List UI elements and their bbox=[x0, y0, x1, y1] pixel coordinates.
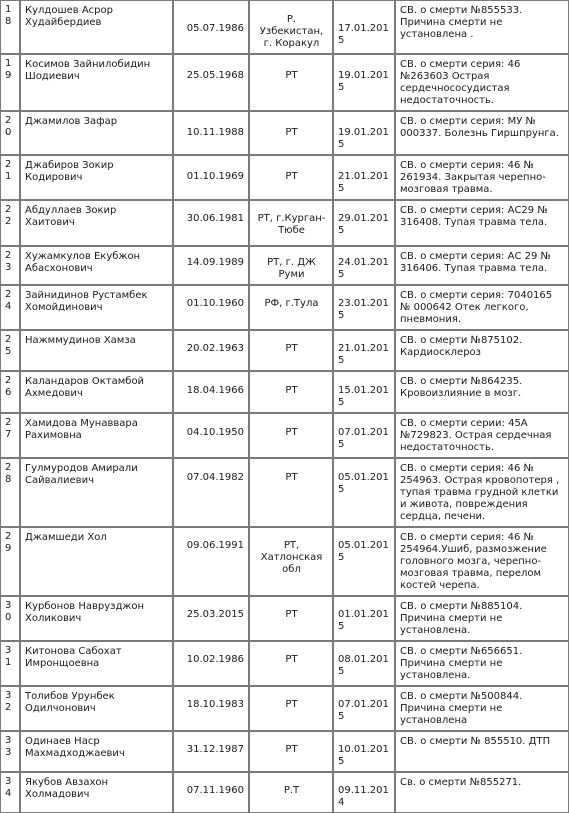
row-number: 24 bbox=[0, 285, 20, 330]
birth-place: РТ, г. ДЖ Руми bbox=[249, 246, 333, 285]
row-number: 29 bbox=[0, 527, 20, 596]
full-name: Джамшеди Хол bbox=[20, 527, 173, 596]
row-number: 25 bbox=[0, 330, 20, 371]
full-name: Хужамкулов Екубжон Абасхонович bbox=[20, 246, 173, 285]
death-cause: СВ. о смерти серия: 46 № 254964.Ушиб, размозжение головного мозга, черепно-мозговая травма, перелом костей черепа. bbox=[395, 527, 569, 596]
death-date: 08.01.2015 bbox=[333, 641, 395, 686]
row-number: 20 bbox=[0, 111, 20, 155]
death-cause: СВ. о смерти №885104. Причина смерти не установлена. bbox=[395, 596, 569, 641]
death-date: 24.01.2015 bbox=[333, 246, 395, 285]
death-cause: СВ. о смерти №864235. Кровоизлияние в мозг. bbox=[395, 371, 569, 413]
birth-date: 09.06.1991 bbox=[173, 527, 249, 596]
full-name: Одинаев Наср Махмадходжаевич bbox=[20, 731, 173, 772]
table-row bbox=[0, 413, 569, 458]
birth-date: 30.06.1981 bbox=[173, 200, 249, 246]
death-date: 21.01.2015 bbox=[333, 330, 395, 371]
row-number: 26 bbox=[0, 371, 20, 413]
full-name: Косимов Зайнилобидин Шодиевич bbox=[20, 54, 173, 111]
death-date: 15.01.2015 bbox=[333, 371, 395, 413]
row-number: 31 bbox=[0, 641, 20, 686]
birth-place: РТ bbox=[249, 330, 333, 371]
row-number: 22 bbox=[0, 200, 20, 246]
birth-date: 04.10.1950 bbox=[173, 413, 249, 458]
table-row bbox=[0, 330, 569, 371]
table-row bbox=[0, 527, 569, 596]
birth-place: РТ bbox=[249, 596, 333, 641]
death-date: 23.01.2015 bbox=[333, 285, 395, 330]
birth-place: Р. Узбекистан, г. Коракул bbox=[249, 0, 333, 54]
death-cause: СВ. о смерти №875102. Кардиосклероз bbox=[395, 330, 569, 371]
birth-place: РТ bbox=[249, 54, 333, 111]
death-cause: СВ. о смерти серия: 46 № 261934. Закрытая черепно-мозговая травма. bbox=[395, 155, 569, 200]
birth-date: 01.10.1969 bbox=[173, 155, 249, 200]
full-name: Якубов Авзахон Холмадович bbox=[20, 772, 173, 813]
death-date: 19.01.2015 bbox=[333, 111, 395, 155]
death-date: 07.01.2015 bbox=[333, 686, 395, 731]
birth-place: РТ bbox=[249, 413, 333, 458]
table-row bbox=[0, 155, 569, 200]
birth-date: 25.03.2015 bbox=[173, 596, 249, 641]
table-row bbox=[0, 246, 569, 285]
death-date: 09.11.2014 bbox=[333, 772, 395, 813]
birth-date: 07.11.1960 bbox=[173, 772, 249, 813]
full-name: Нажммудинов Хамза bbox=[20, 330, 173, 371]
death-cause: СВ. о смерти серия: 7040165 № 000642 Отек легкого, пневмония. bbox=[395, 285, 569, 330]
table-row bbox=[0, 772, 569, 813]
table-row bbox=[0, 458, 569, 527]
death-date: 29.01.2015 bbox=[333, 200, 395, 246]
row-number: 30 bbox=[0, 596, 20, 641]
death-date: 21.01.2015 bbox=[333, 155, 395, 200]
row-number: 32 bbox=[0, 686, 20, 731]
birth-place: РТ bbox=[249, 155, 333, 200]
table-row bbox=[0, 200, 569, 246]
death-date: 05.01.2015 bbox=[333, 527, 395, 596]
birth-date: 05.07.1986 bbox=[173, 0, 249, 54]
row-number: 28 bbox=[0, 458, 20, 527]
birth-place: РТ bbox=[249, 371, 333, 413]
birth-date: 20.02.1963 bbox=[173, 330, 249, 371]
birth-date: 07.04.1982 bbox=[173, 458, 249, 527]
birth-date: 14.09.1989 bbox=[173, 246, 249, 285]
death-cause: СВ. о смерти серии: 45А №729823. Острая сердечная недостаточность. bbox=[395, 413, 569, 458]
full-name: Толибов Урунбек Одилчонович bbox=[20, 686, 173, 731]
death-date: 17.01.2015 bbox=[333, 0, 395, 54]
full-name: Гулмуродов Амирали Сайвалиевич bbox=[20, 458, 173, 527]
table-row bbox=[0, 686, 569, 731]
birth-date: 18.10.1983 bbox=[173, 686, 249, 731]
birth-place: РТ, Хатлонская обл bbox=[249, 527, 333, 596]
birth-place: РТ bbox=[249, 731, 333, 772]
row-number: 34 bbox=[0, 772, 20, 813]
death-cause: СВ. о смерти серия: АС29 № 316408. Тупая травма тела. bbox=[395, 200, 569, 246]
death-date: 19.01.2015 bbox=[333, 54, 395, 111]
row-number: 33 bbox=[0, 731, 20, 772]
death-cause: СВ. о смерти серия: 46 №263603 Острая сердечнососудистая недостаточность. bbox=[395, 54, 569, 111]
table-row bbox=[0, 731, 569, 772]
full-name: Джабиров Зокир Кодирович bbox=[20, 155, 173, 200]
birth-place: РТ bbox=[249, 458, 333, 527]
death-cause: Св. о смерти №855271. bbox=[395, 772, 569, 813]
birth-place: РТ, г.Курган-Тюбе bbox=[249, 200, 333, 246]
death-cause: СВ. о смерти №855533. Причина смерти не установлена . bbox=[395, 0, 569, 54]
row-number: 21 bbox=[0, 155, 20, 200]
death-date: 05.01.2015 bbox=[333, 458, 395, 527]
row-number: 19 bbox=[0, 54, 20, 111]
death-cause: СВ. о смерти серия: АС 29 № 316406. Тупая травма тела. bbox=[395, 246, 569, 285]
death-date: 01.01.2015 bbox=[333, 596, 395, 641]
birth-place: РТ bbox=[249, 686, 333, 731]
death-cause: СВ. о смерти № 855510. ДТП bbox=[395, 731, 569, 772]
birth-date: 10.02.1986 bbox=[173, 641, 249, 686]
row-number: 23 bbox=[0, 246, 20, 285]
full-name: Китонова Сабохат Имронщоевна bbox=[20, 641, 173, 686]
birth-date: 10.11.1988 bbox=[173, 111, 249, 155]
birth-place: РТ bbox=[249, 111, 333, 155]
table-row bbox=[0, 111, 569, 155]
row-number: 18 bbox=[0, 0, 20, 54]
full-name: Абдуллаев Зокир Хаитович bbox=[20, 200, 173, 246]
death-date: 07.01.2015 bbox=[333, 413, 395, 458]
row-number: 27 bbox=[0, 413, 20, 458]
birth-place: РТ bbox=[249, 641, 333, 686]
death-cause: СВ. о смерти №656651. Причина смерти не установлена. bbox=[395, 641, 569, 686]
full-name: Джамилов Зафар bbox=[20, 111, 173, 155]
birth-date: 18.04.1966 bbox=[173, 371, 249, 413]
birth-date: 25.05.1968 bbox=[173, 54, 249, 111]
death-cause: СВ. о смерти серия: МУ № 000337. Болезнь Гиршпрунга. bbox=[395, 111, 569, 155]
full-name: Каландаров Октамбой Ахмедович bbox=[20, 371, 173, 413]
birth-date: 31.12.1987 bbox=[173, 731, 249, 772]
birth-place: Р.Т bbox=[249, 772, 333, 813]
birth-date: 01.10.1960 bbox=[173, 285, 249, 330]
full-name: Хамидова Мунаввара Рахимовна bbox=[20, 413, 173, 458]
full-name: Кулдошев Асрор Худайбердиев bbox=[20, 0, 173, 54]
table-row bbox=[0, 371, 569, 413]
full-name: Зайнидинов Рустамбек Хомойдинович bbox=[20, 285, 173, 330]
death-cause: СВ. о смерти серия: 46 № 254963. Острая кровопотеря , тупая травма грудной клетки и живота, повреждения сердца, печени. bbox=[395, 458, 569, 527]
table-row bbox=[0, 285, 569, 330]
death-cause: СВ. о смерти №500844. Причина смерти не установлена bbox=[395, 686, 569, 731]
birth-place: РФ, г.Тула bbox=[249, 285, 333, 330]
death-date: 10.01.2015 bbox=[333, 731, 395, 772]
table-row bbox=[0, 54, 569, 111]
full-name: Курбонов Наврузджон Холикович bbox=[20, 596, 173, 641]
table-row bbox=[0, 0, 569, 54]
table-row bbox=[0, 596, 569, 641]
table-row bbox=[0, 641, 569, 686]
